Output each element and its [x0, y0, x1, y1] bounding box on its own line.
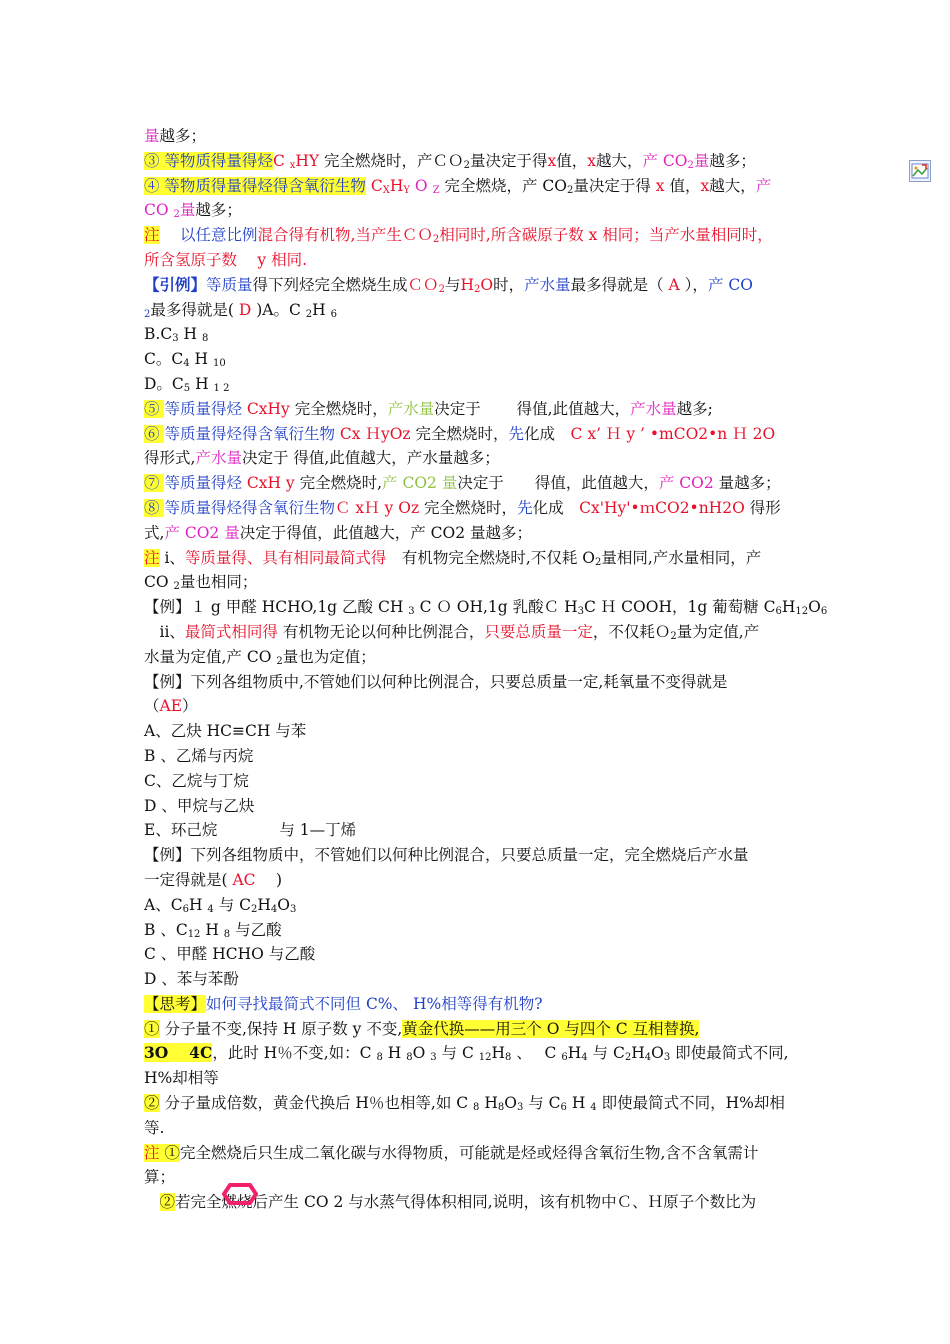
- text-run: 完全燃烧时，: [415, 424, 509, 443]
- text-line: [144, 149, 816, 174]
- subscript: 6: [561, 1052, 568, 1064]
- text-run: 等质量得烃: [164, 474, 242, 493]
- text-run: 越大，: [595, 151, 643, 170]
- text-line: [144, 818, 816, 843]
- document-body: [144, 124, 828, 1215]
- subscript: 2: [276, 655, 283, 667]
- text-run: 越大，: [709, 176, 756, 195]
- text-run: Cx: [334, 424, 366, 443]
- text-run: ): [251, 300, 263, 319]
- text-run: 时，: [493, 275, 525, 294]
- text-line: [144, 1116, 816, 1141]
- text-run: 【例】下列各组物质中,不管她们以何种比例混合，只要总质量一定,耗氧量不变得就是: [144, 672, 728, 691]
- text-run: 只要总质量一定: [484, 622, 593, 641]
- text-run: ②: [144, 1094, 160, 1113]
- text-run: A。C: [262, 300, 306, 319]
- text-run: H: [567, 1044, 582, 1063]
- text-run: ii、: [144, 622, 185, 641]
- subscript: X: [382, 184, 390, 196]
- text-line: [144, 446, 816, 471]
- subscript: 2: [250, 903, 258, 915]
- text-run: 完全燃烧时,: [299, 474, 383, 493]
- text-run: C。C: [144, 350, 184, 369]
- text-run: 完全燃烧时，: [424, 498, 518, 517]
- subscript: 6: [560, 1102, 567, 1114]
- broken-image-icon: [909, 160, 931, 182]
- text-line: [144, 397, 816, 422]
- text-run: 产水量: [630, 399, 677, 418]
- text-run: A、乙炔 HC≡CH 与苯: [144, 722, 307, 741]
- text-run: 产水量: [195, 449, 242, 468]
- text-run: 即使最简式不同，H%却相: [596, 1094, 785, 1113]
- text-run: Cx'Hy'•ｍCO2•nH2O: [579, 498, 745, 517]
- text-run: ): [255, 870, 283, 889]
- text-run: CxH y: [241, 474, 300, 493]
- text-run: 注: [144, 548, 160, 567]
- text-line: [144, 893, 816, 918]
- text-line: [144, 298, 816, 323]
- text-run: H: [631, 1044, 645, 1063]
- subscript: 6: [182, 903, 189, 915]
- text-run: 等质量: [206, 275, 253, 294]
- text-run: 与 C: [587, 1044, 625, 1063]
- text-run: H: [382, 1044, 407, 1063]
- text-run: 完全燃烧后只生成二氧化碳与水得物质，可能就是烃或烃得含氧衍生物,含不含氧需计: [179, 1143, 759, 1162]
- text-run: 式,: [144, 523, 165, 542]
- subscript: 4: [581, 1052, 588, 1064]
- text-run: 所含氢原子数 y 相同.: [144, 250, 308, 269]
- text-run: 等质量得烃得含氧衍生物: [164, 498, 335, 517]
- text-line: [144, 794, 816, 819]
- subscript: 12: [795, 606, 809, 618]
- text-run: yOz: [380, 424, 416, 443]
- subscript: 6: [820, 606, 828, 618]
- text-run: D 、苯与苯酚: [144, 970, 239, 989]
- text-run: 黄金代换——用三个 O 与四个 C 互相替换,: [402, 1019, 700, 1038]
- text-run: 最多得就是（: [570, 275, 669, 294]
- text-run: A: [668, 275, 680, 294]
- subscript: 2: [173, 581, 180, 593]
- text-run: 化成: [524, 424, 571, 443]
- subscript: 4: [590, 1102, 597, 1114]
- text-run: 值，: [556, 151, 588, 170]
- text-line: [144, 223, 816, 248]
- text-line: [144, 570, 816, 595]
- subscript: 3: [430, 1052, 437, 1064]
- text-line: [144, 967, 816, 992]
- text-line: [144, 1091, 816, 1116]
- subscript: 5: [183, 382, 191, 394]
- text-run: 即使最简式不同,: [670, 1044, 789, 1063]
- text-run: 算；: [144, 1168, 176, 1187]
- text-run: 等质量得、具有相同最简式得: [184, 548, 387, 567]
- text-run: C 、甲醛 HCHO 与乙酸: [144, 945, 316, 964]
- text-line: [144, 198, 816, 223]
- text-run: C x’ Ｈ y ’ •mCO2•n Ｈ 2O: [570, 424, 776, 443]
- text-run: 得形: [744, 498, 781, 517]
- text-run: 如何寻找最简式不同但 C%、 H%相等得有机物?: [206, 994, 543, 1013]
- text-run: 值，: [669, 176, 701, 195]
- text-run: H: [491, 1044, 506, 1063]
- text-line: [144, 546, 816, 571]
- text-run: AC: [232, 870, 256, 889]
- subscript: 2: [463, 159, 470, 171]
- subscript: 4: [183, 358, 190, 370]
- text-run: D 、甲烷与乙炔: [144, 796, 255, 815]
- text-run: 一定得就是(: [144, 870, 233, 889]
- text-run: 产: [658, 474, 675, 493]
- subscript: x: [289, 159, 296, 171]
- text-run: 产水量: [387, 399, 435, 418]
- text-run: A、C: [144, 895, 183, 914]
- text-run: 决定于得值，此值越大，产 CO2 量越多；: [239, 523, 533, 542]
- text-run: 3O 4C: [144, 1043, 213, 1063]
- text-line: [144, 273, 816, 298]
- text-run: 量: [693, 151, 710, 170]
- text-run: 量决定于得: [573, 176, 651, 195]
- text-line: [144, 1041, 816, 1066]
- subscript: 8: [505, 1052, 512, 1064]
- text-run: C Ｈ COOH，1g 葡萄糖 C: [583, 598, 776, 617]
- text-line: [144, 347, 816, 372]
- text-run: 越多；: [195, 201, 242, 220]
- text-line: [144, 1017, 816, 1042]
- hexagon-shape-icon: [222, 1183, 258, 1205]
- text-run: 产: [755, 176, 772, 195]
- text-run: 以任意比例: [159, 226, 258, 245]
- subscript: 12: [187, 928, 201, 940]
- text-run: O: [504, 1094, 517, 1113]
- subscript: 2: [624, 1052, 632, 1064]
- text-run: ①: [144, 1019, 160, 1038]
- subscript: 6: [330, 308, 337, 320]
- text-run: AE: [159, 697, 183, 716]
- subscript: 3: [289, 903, 297, 915]
- subscript: 8: [497, 1102, 505, 1114]
- subscript: 2: [687, 159, 694, 171]
- text-run: CO: [144, 201, 174, 220]
- text-run: ，不仅耗Ｏ: [592, 622, 671, 641]
- text-line: [144, 719, 816, 744]
- text-run: Ｃ xＨ y Oz: [334, 498, 425, 517]
- text-run: O: [480, 275, 494, 294]
- text-run: 量决定于得: [469, 151, 548, 170]
- text-run: 与 C: [436, 1044, 479, 1063]
- subscript: 2: [473, 283, 481, 295]
- text-run: O: [412, 1044, 431, 1063]
- subscript: Z: [432, 184, 440, 196]
- subscript: 8: [473, 1102, 480, 1114]
- text-run: 产 CO2 量: [164, 523, 240, 542]
- text-run: C、乙烷与丁烷: [144, 771, 249, 790]
- subscript: 2: [173, 209, 180, 221]
- text-run: H: [188, 895, 208, 914]
- text-run: ），: [679, 275, 708, 294]
- subscript: 2: [566, 184, 574, 196]
- text-run: B 、C: [144, 920, 188, 939]
- text-line: [144, 521, 816, 546]
- text-run: x: [700, 176, 710, 195]
- subscript: 10: [212, 358, 226, 370]
- text-run: （: [144, 697, 160, 716]
- text-line: [144, 372, 816, 397]
- text-run: 最多得就是(: [150, 300, 239, 319]
- text-line: [144, 769, 816, 794]
- text-run: 分子量不变,保持 H 原子数 y 不变,: [159, 1019, 403, 1038]
- text-run: ①: [159, 1143, 180, 1162]
- text-run: H: [200, 920, 224, 939]
- text-run: O: [410, 176, 433, 195]
- text-run: O: [808, 598, 821, 617]
- text-line: [144, 1066, 816, 1091]
- text-run: 最简式相同得: [184, 622, 278, 641]
- text-line: [144, 496, 816, 521]
- text-run: 产 CO2 量: [382, 474, 458, 493]
- subscript: 6: [775, 606, 782, 618]
- text-run: 得形式,: [144, 449, 196, 468]
- text-line: [144, 322, 816, 347]
- subscript: 8: [376, 1052, 383, 1064]
- text-run: 产 CO: [642, 151, 688, 170]
- text-run: 等质量得烃得含氧衍生物: [164, 424, 335, 443]
- text-line: [144, 174, 816, 199]
- text-run: C: [365, 176, 383, 195]
- text-run: 与: [444, 275, 461, 294]
- text-run: 与乙酸: [230, 920, 282, 939]
- text-run: CxHy: [241, 399, 295, 418]
- text-run: H: [389, 176, 404, 195]
- text-run: 【例】１ g 甲醛 HCHO,1g 乙酸 CH: [144, 598, 409, 617]
- text-line: [144, 744, 816, 769]
- text-line: [144, 918, 816, 943]
- subscript: 3: [172, 333, 179, 345]
- text-run: ）: [182, 697, 198, 716]
- text-run: [144, 1193, 160, 1211]
- text-run: ⑧: [144, 498, 165, 517]
- text-line: [144, 620, 816, 645]
- text-run: i、: [159, 548, 185, 567]
- text-run: B.C: [144, 325, 173, 344]
- subscript: 2: [144, 308, 151, 320]
- subscript: 4: [644, 1052, 652, 1064]
- text-run: 等.: [144, 1118, 165, 1137]
- text-run: x: [587, 151, 596, 170]
- subscript: 12: [478, 1052, 492, 1064]
- subscript: 1 2: [213, 382, 230, 394]
- text-run: ⑦: [144, 474, 165, 493]
- text-run: C Ｏ OH,1g 乳酸Ｃ H: [414, 598, 578, 617]
- text-run: ，此时 H％不变,如：C: [212, 1044, 377, 1063]
- text-run: Ｈ: [365, 424, 381, 443]
- text-run: 得下列烃完全燃烧生成: [252, 275, 408, 294]
- text-line: [144, 1141, 816, 1166]
- text-run: 相同时,所含碳原子数 x 相同；当产水量相同时，: [439, 226, 773, 245]
- text-run: 量: [144, 127, 160, 145]
- text-run: 决定于 得值，此值越大，: [457, 474, 659, 493]
- text-line: [144, 694, 816, 719]
- text-line: [144, 868, 816, 893]
- text-run: 越多；: [159, 127, 207, 145]
- subscript: 8: [223, 928, 231, 940]
- text-run: H: [312, 300, 331, 319]
- subscript: 3: [408, 606, 415, 618]
- text-run: 先: [508, 424, 525, 443]
- text-line: [144, 843, 816, 868]
- text-run: 完全燃烧时，产ＣＯ: [319, 151, 464, 170]
- text-run: 产 CO: [707, 275, 753, 294]
- text-run: H: [189, 350, 213, 369]
- text-run: 注: [144, 226, 160, 245]
- subscript: 2: [594, 556, 602, 568]
- text-line: [144, 124, 816, 149]
- text-run: H: [178, 325, 202, 344]
- subscript: 4: [207, 903, 214, 915]
- text-run: 量为定值,产: [676, 622, 760, 641]
- text-run: O: [651, 1044, 664, 1063]
- text-run: 有机物完全燃烧时,不仅耗 O: [386, 548, 595, 567]
- text-run: x: [547, 151, 557, 170]
- text-run: H: [257, 895, 271, 914]
- subscript: 2: [438, 283, 445, 295]
- text-run: 分子量成倍数，黄金代换后 H％也相等,如 C: [159, 1094, 474, 1113]
- text-run: x: [650, 176, 670, 195]
- text-run: H: [479, 1094, 498, 1113]
- text-run: H: [566, 1094, 591, 1113]
- text-run: O: [277, 895, 290, 914]
- subscript: 2: [432, 234, 440, 246]
- text-run: H%却相等: [144, 1069, 219, 1088]
- text-run: 越多；: [709, 151, 756, 170]
- text-run: 产水量: [524, 275, 571, 294]
- text-run: ③ 等物质得量得烃: [144, 151, 273, 170]
- text-run: ⑤: [144, 399, 165, 418]
- text-run: 若完全燃烧后产生 CO 2 与水蒸气得体积相同,说明，该有机物中Ｃ、Ｈ原子个数比为: [175, 1193, 757, 1212]
- text-run: 等质量得烃: [164, 399, 242, 418]
- text-line: [144, 595, 828, 620]
- text-run: D。C: [144, 374, 184, 393]
- text-run: H: [460, 275, 474, 294]
- subscript: 2: [670, 630, 677, 642]
- text-run: 化成: [532, 498, 580, 517]
- text-line: [144, 471, 816, 496]
- text-run: HY: [295, 151, 320, 170]
- text-run: 决定于 得值,此值越大，: [434, 399, 631, 418]
- subscript: 8: [201, 333, 209, 345]
- subscript: 3: [663, 1052, 671, 1064]
- text-run: 【引例】: [144, 274, 207, 294]
- text-run: ②: [159, 1193, 176, 1212]
- text-run: 【例】下列各组物质中，不管她们以何种比例混合，只要总质量一定，完全燃烧后产水量: [144, 846, 749, 865]
- text-run: 越多;: [676, 399, 713, 418]
- text-run: 量也相同；: [179, 573, 258, 592]
- text-run: 水量为定值,产 CO: [144, 647, 277, 666]
- text-run: ④ 等物质得量得烃得含氧衍生物: [144, 176, 366, 195]
- text-run: B 、乙烯与丙烷: [144, 746, 254, 765]
- text-run: 完全燃烧，产 CO: [439, 176, 567, 195]
- text-run: 注: [144, 1143, 160, 1162]
- subscript: 2: [305, 308, 313, 320]
- subscript: 3: [577, 606, 584, 618]
- text-run: 决定于 得值,此值越大，产水量越多；: [241, 449, 500, 468]
- text-run: C: [272, 151, 290, 170]
- text-line: [144, 645, 816, 670]
- text-run: 有机物无论以何种比例混合，: [277, 622, 485, 641]
- text-run: H: [190, 374, 214, 393]
- subscript: 4: [270, 903, 278, 915]
- text-line: [144, 422, 816, 447]
- subscript: Y: [403, 184, 410, 196]
- text-run: 先: [517, 498, 533, 517]
- text-line: [144, 670, 816, 695]
- subscript: 8: [406, 1052, 413, 1064]
- text-run: 与 C: [213, 895, 251, 914]
- text-run: ＣＯ: [407, 275, 439, 294]
- text-run: H: [781, 598, 796, 617]
- subscript: 3: [516, 1102, 524, 1114]
- text-run: 量也为定值；: [282, 647, 376, 666]
- text-run: E、环己烷 与 1—丁烯: [144, 821, 357, 840]
- text-run: 量相同,产水量相同，产: [601, 548, 762, 567]
- text-run: 混合得有机物,当产生ＣＯ: [257, 226, 433, 245]
- text-run: 量越多；: [718, 474, 781, 493]
- text-line: [144, 942, 816, 967]
- text-line: [144, 248, 816, 273]
- text-run: 、 C: [511, 1044, 562, 1063]
- text-run: 【思考】: [144, 994, 207, 1013]
- text-line: [144, 992, 816, 1017]
- text-run: D: [238, 300, 252, 319]
- text-run: 量: [179, 201, 196, 220]
- text-run: CO2: [674, 474, 719, 493]
- text-run: 与 C: [523, 1094, 561, 1113]
- text-run: CO: [144, 573, 174, 592]
- text-run: 完全燃烧时，: [294, 399, 388, 418]
- text-run: ⑥: [144, 424, 165, 443]
